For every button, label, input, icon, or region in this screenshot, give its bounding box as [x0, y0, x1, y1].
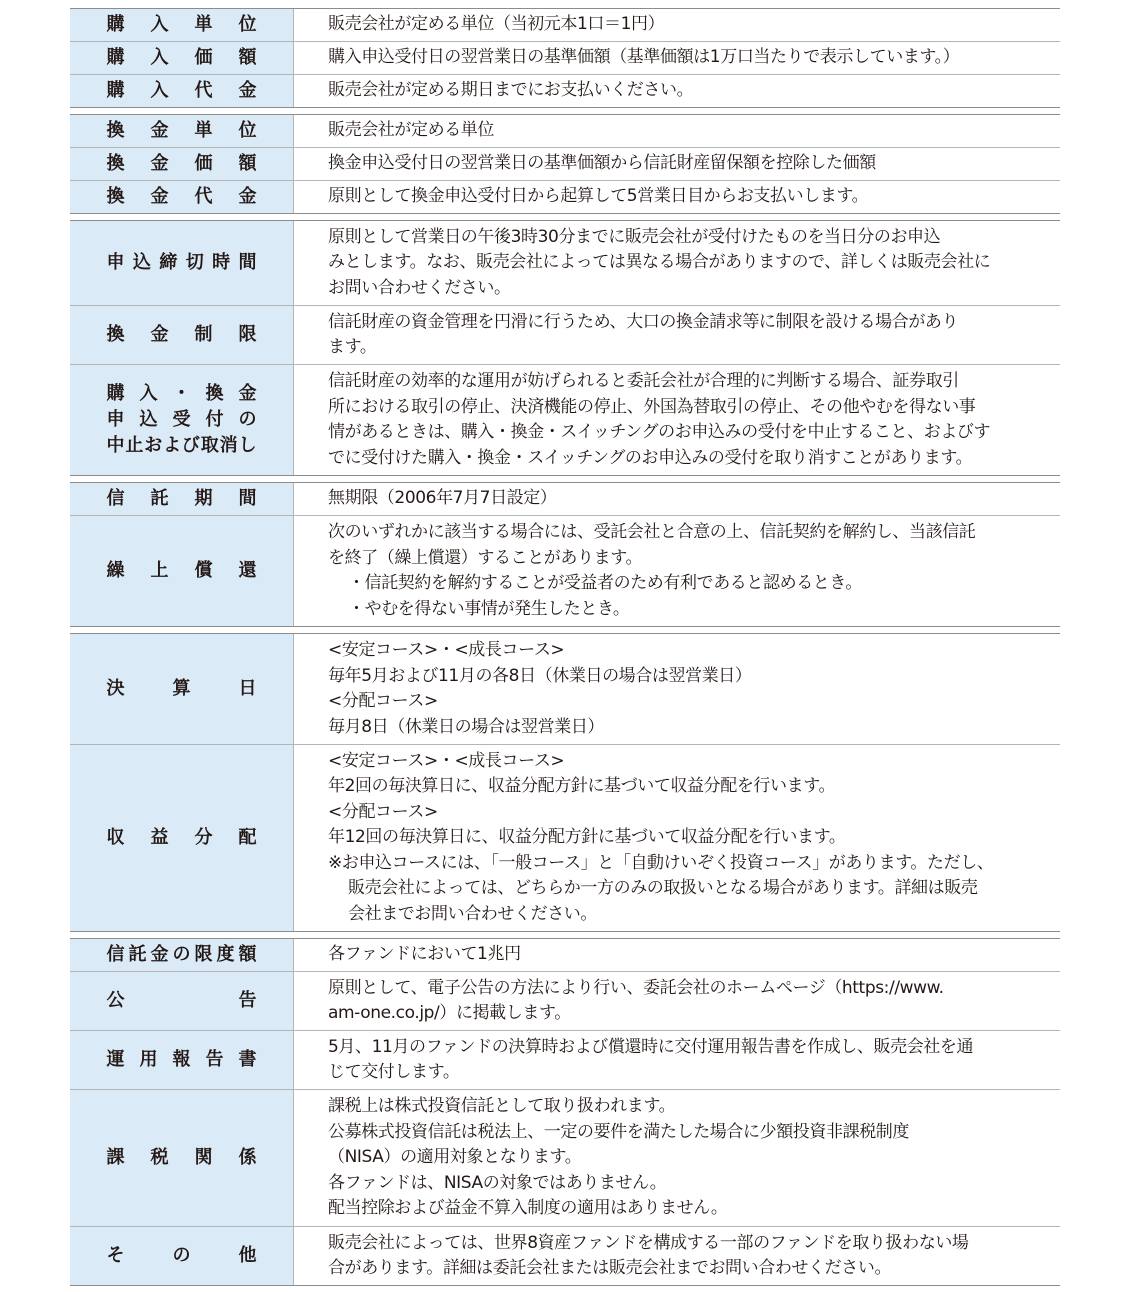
row-label-text: [107, 825, 257, 851]
value-line: 信託財産の資金管理を円滑に行うため、大口の換金請求等に制限を設ける場合があり: [328, 311, 959, 332]
label-line: 決 算 日: [106, 678, 257, 699]
row-value: [294, 939, 1060, 971]
row-value: [294, 9, 1060, 41]
value-line: 各ファンドは、NISAの対象ではありません。: [328, 1172, 667, 1193]
value-line: 販売会社によっては、世界8資産ファンドを構成する一部のファンドを取り扱わない場: [328, 1232, 969, 1253]
value-line: 公募株式投資信託は税法上、一定の要件を満たした場合に少額投資非課税制度: [328, 1121, 909, 1142]
row-label: [70, 483, 294, 515]
label-line: 信 託 期 間: [106, 488, 257, 509]
row-label: [70, 1090, 294, 1226]
table-section: [70, 482, 1060, 627]
value-line: みとします。なお、販売会社によっては異なる場合がありますので、詳しくは販売会社に: [328, 252, 991, 273]
row-label-text: [107, 1243, 257, 1269]
value-line: でに受付けた購入・換金・スイッチングのお申込みの受付を取り消すことがあります。: [328, 447, 973, 468]
label-line: 換 金 代 金: [106, 186, 257, 207]
value-line: <分配コース>: [328, 691, 438, 711]
value-line: 原則として営業日の午後3時30分までに販売会社が受付けたものを当日分のお申込: [328, 226, 941, 247]
table-section: [70, 633, 1060, 932]
value-line: <安定コース>・<成長コース>: [328, 750, 565, 771]
label-line: 購 入 代 金: [106, 80, 257, 101]
table-row: [70, 971, 1060, 1030]
table-row: [70, 364, 1060, 475]
row-label: [70, 1227, 294, 1285]
table-row: [70, 634, 1060, 744]
row-label: [70, 306, 294, 364]
table-row: [70, 221, 1060, 305]
table-row: [70, 180, 1060, 213]
table-row: [70, 9, 1060, 41]
table-row: [70, 515, 1060, 626]
value-line: 販売会社が定める単位: [328, 120, 494, 141]
value-line: ・信託契約を解約することが受益者のため有利であると認めるとき。: [348, 573, 862, 593]
value-line: 課税上は株式投資信託として取り扱われます。: [328, 1096, 676, 1117]
row-label-text: [107, 486, 257, 512]
label-line: 中止および取消し: [106, 435, 257, 456]
table-row: [70, 305, 1060, 364]
row-value: [294, 148, 1060, 180]
label-line: 換 金 単 位: [106, 120, 257, 141]
row-value: [294, 972, 1060, 1030]
row-label-text: [107, 558, 257, 584]
row-value: [294, 221, 1060, 305]
row-value: [294, 181, 1060, 213]
value-line: 次のいずれかに該当する場合には、受託会社と合意の上、信託契約を解約し、当該信託: [328, 522, 976, 542]
value-line: お問い合わせください。: [328, 277, 511, 298]
value-line: 購入申込受付日の翌営業日の基準価額（基準価額は1万口当たりで表示しています。）: [328, 47, 960, 68]
row-label-text: [107, 1145, 257, 1171]
value-line: <安定コース>・<成長コース>: [328, 640, 565, 660]
table-row: [70, 483, 1060, 515]
row-value: [294, 1227, 1060, 1285]
row-label: [70, 1031, 294, 1089]
row-value: [294, 516, 1060, 626]
row-label: [70, 181, 294, 213]
value-line: じて交付します。: [328, 1062, 460, 1082]
row-label-text: [107, 676, 257, 702]
value-line: ます。: [328, 337, 377, 357]
row-label: [70, 365, 294, 475]
label-line: 収 益 分 配: [106, 827, 257, 848]
row-label: [70, 516, 294, 626]
label-line: 運用報告書: [106, 1049, 257, 1070]
table-row: [70, 744, 1060, 931]
value-line: 原則として換金申込受付日から起算して5営業日目からお支払いします。: [328, 186, 869, 207]
table-row: [70, 1030, 1060, 1089]
fund-info-table: [70, 0, 1060, 1292]
value-line: am-one.co.jp/）に掲載します。: [328, 1003, 571, 1023]
table-row: [70, 939, 1060, 971]
value-line: 信託財産の効率的な運用が妨げられると委託会社が合理的に判断する場合、証券取引: [328, 371, 959, 391]
label-line: 繰 上 償 還: [106, 560, 257, 581]
value-line: 毎年5月および11月の各8日（休業日の場合は翌営業日）: [328, 665, 752, 686]
value-line: 年2回の毎決算日に、収益分配方針に基づいて収益分配を行います。: [328, 776, 836, 797]
value-line: 販売会社が定める単位（当初元本1口＝1円）: [328, 14, 665, 35]
row-label-text: [107, 988, 257, 1014]
row-label-text: [107, 12, 257, 38]
label-line: 申込受付の: [106, 409, 257, 430]
row-label: [70, 221, 294, 305]
value-line: （NISA）の適用対象となります。: [328, 1147, 582, 1168]
label-line: 公 告: [106, 990, 257, 1011]
value-line: 所における取引の停止、決済機能の停止、外国為替取引の停止、その他やむを得ない事: [328, 396, 976, 417]
row-label: [70, 115, 294, 147]
value-line: 会社までお問い合わせください。: [348, 903, 597, 924]
row-value: [294, 365, 1060, 475]
table-row: [70, 1226, 1060, 1285]
row-label: [70, 745, 294, 931]
row-label: [70, 148, 294, 180]
value-line: 各ファンドにおいて1兆円: [328, 944, 521, 965]
label-line: そ の 他: [106, 1245, 257, 1266]
label-line: 購 入 価 額: [106, 47, 257, 68]
label-line: 購入・換金: [106, 383, 257, 404]
value-line: を終了（繰上償還）することがあります。: [328, 547, 643, 568]
label-line: 購 入 単 位: [106, 14, 257, 35]
row-value: [294, 75, 1060, 107]
table-section: [70, 8, 1060, 108]
label-line: 信託金の限度額: [106, 944, 257, 965]
table-row: [70, 115, 1060, 147]
value-line: 配当控除および益金不算入制度の適用はありません。: [328, 1198, 728, 1219]
table-row: [70, 1089, 1060, 1226]
label-line: 換 金 価 額: [106, 153, 257, 174]
row-label-text: [107, 45, 257, 71]
label-line: 課 税 関 係: [106, 1147, 257, 1168]
row-label: [70, 939, 294, 971]
row-label-text: [107, 322, 257, 348]
table-row: [70, 74, 1060, 107]
row-label: [70, 634, 294, 744]
table-section: [70, 938, 1060, 1286]
row-label-text: [107, 78, 257, 104]
row-label-text: [107, 184, 257, 210]
value-line: 情があるときは、購入・換金・スイッチングのお申込みの受付を中止すること、およびす: [328, 422, 991, 442]
label-line: 申込締切時間: [106, 252, 257, 273]
row-label: [70, 9, 294, 41]
value-line: 原則として、電子公告の方法により行い、委託会社のホームページ（https://www.: [328, 977, 944, 998]
row-value: [294, 745, 1060, 931]
value-line: 販売会社によっては、どちらか一方のみの取扱いとなる場合があります。詳細は販売: [348, 878, 978, 899]
row-value: [294, 1090, 1060, 1226]
row-label-text: [107, 942, 257, 968]
row-label-text: [107, 381, 257, 459]
row-value: [294, 634, 1060, 744]
value-line: 換金申込受付日の翌営業日の基準価額から信託財産留保額を控除した価額: [328, 153, 876, 174]
row-value: [294, 483, 1060, 515]
value-line: <分配コース>: [328, 801, 438, 822]
row-value: [294, 1031, 1060, 1089]
row-label: [70, 972, 294, 1030]
table-section: [70, 114, 1060, 214]
value-line: 5月、11月のファンドの決算時および償還時に交付運用報告書を作成し、販売会社を通: [328, 1036, 974, 1057]
table-section: [70, 220, 1060, 476]
row-label: [70, 75, 294, 107]
label-line: 換 金 制 限: [106, 324, 257, 345]
row-label-text: [107, 1047, 257, 1073]
row-label-text: [107, 250, 257, 276]
value-line: 年12回の毎決算日に、収益分配方針に基づいて収益分配を行います。: [328, 827, 846, 848]
table-row: [70, 41, 1060, 74]
value-line: 販売会社が定める期日までにお支払いください。: [328, 80, 694, 101]
value-line: 無期限（2006年7月7日設定）: [328, 488, 557, 509]
row-label: [70, 42, 294, 74]
row-label-text: [107, 151, 257, 177]
value-line: ※お申込コースには、「一般コース」と「自動けいぞく投資コース」があります。ただし、: [328, 852, 994, 873]
row-value: [294, 306, 1060, 364]
value-line: 合があります。詳細は委託会社または販売会社までお問い合わせください。: [328, 1258, 892, 1278]
row-value: [294, 115, 1060, 147]
row-value: [294, 42, 1060, 74]
row-label-text: [107, 118, 257, 144]
table-row: [70, 147, 1060, 180]
value-line: ・やむを得ない事情が発生したとき。: [348, 598, 630, 619]
value-line: 毎月8日（休業日の場合は翌営業日）: [328, 716, 605, 737]
